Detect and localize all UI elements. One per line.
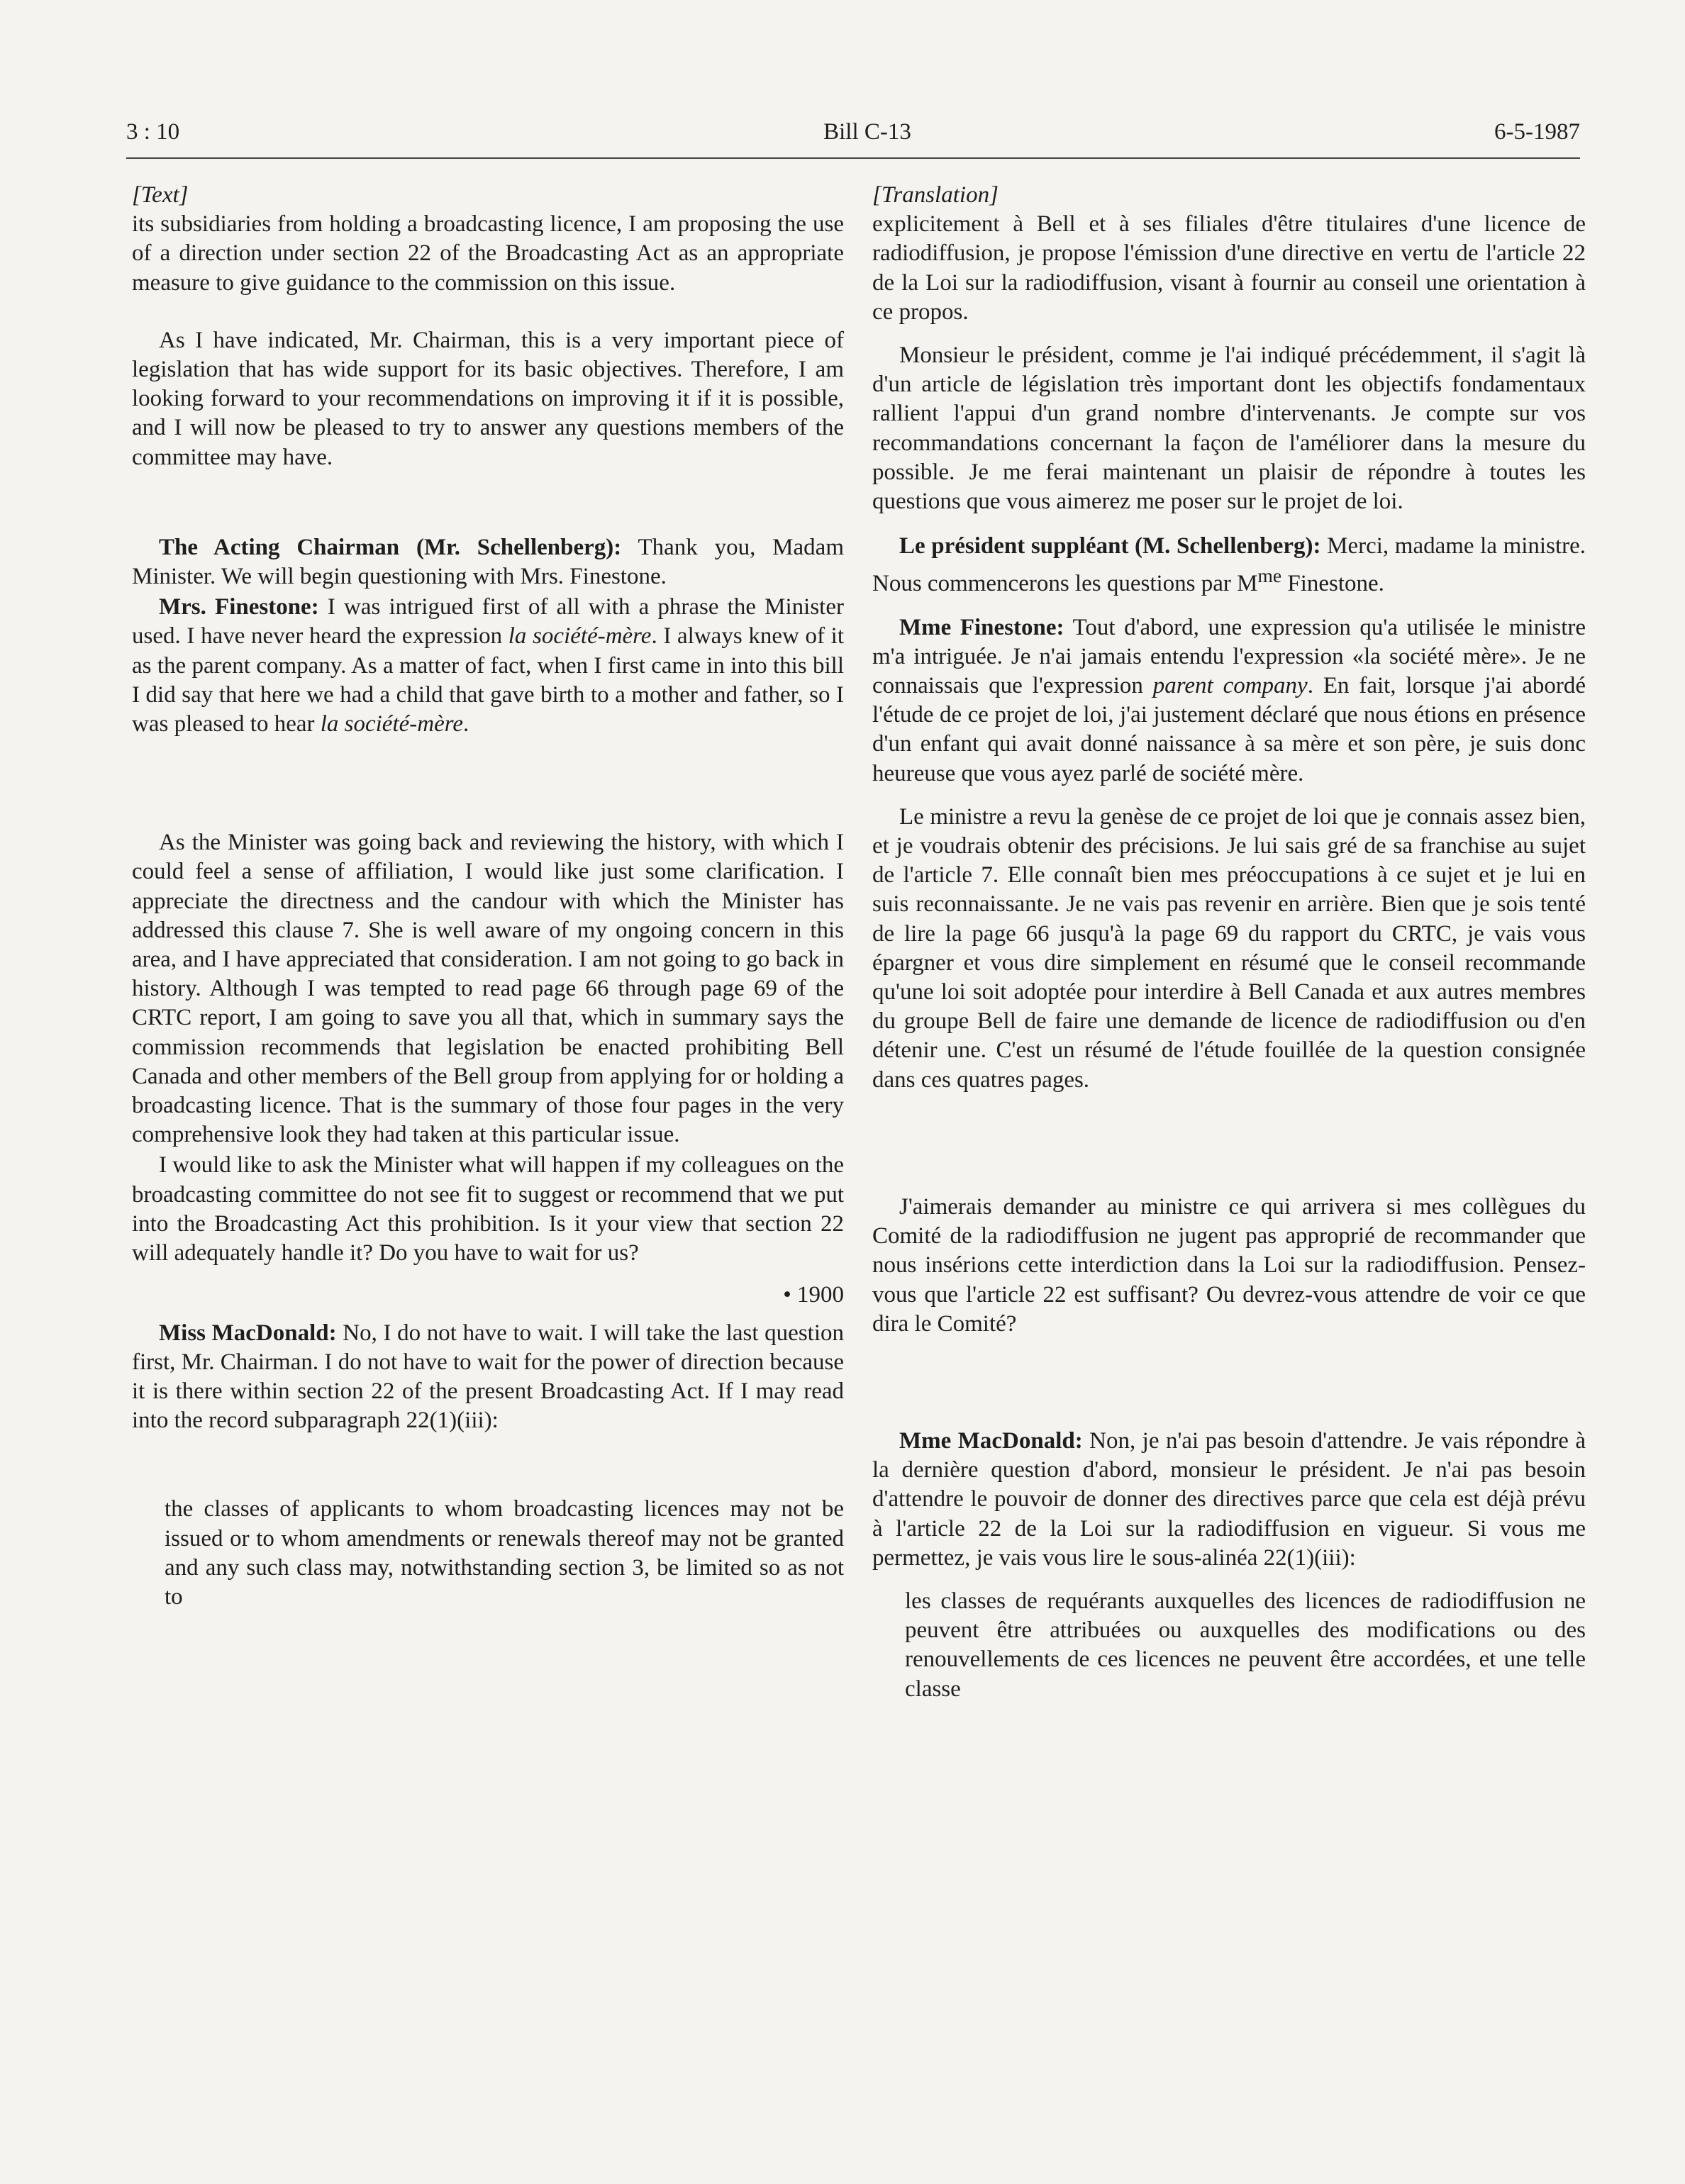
paragraph: I would like to ask the Minister what will happen if my colleagues on the broadcasting committee do not see fit to suggest or recommend that we put into the Broadcasting Act this prohibition. Is it your view that section 22 will adequately handle it? Do you have to wait for us? (132, 1152, 844, 1266)
paragraph (132, 533, 844, 591)
speaker-name: Mrs. Finestone: (159, 594, 319, 620)
french-column (872, 181, 1586, 1704)
quoted-passage: the classes of applicants to whom broadcasting licences may not be issued or to whom amendments or renewals thereof may not be granted and any such class may, notwithstanding section 3, be limited so as not to (165, 1496, 844, 1610)
speaker-name: Le président suppléant (M. Schellenberg): (899, 533, 1321, 559)
page-date: 6-5-1987 (1494, 119, 1580, 145)
paragraph (132, 593, 844, 739)
paragraph: J'aimerais demander au ministre ce qui arrivera si mes collègues du Comité de la radiodiffusion ne jugent pas approprié de recommander que nous insérions cette interdiction dans la Loi sur la radiodiffusion. Pensez-vous que l'article 22 est suffisant? Ou devrez-vous attendre de voir ce que dira le Comité? (872, 1193, 1586, 1337)
speech-text: Thank you, Madam Minister. We will begin questioning with Mrs. Finestone. (132, 534, 844, 590)
paragraph: its subsidiaries from holding a broadcasting licence, I am proposing the use of a direction under section 22 of the Broadcasting Act as an appropriate measure to give guidance to the commission on this issue. (132, 211, 844, 296)
paragraph (872, 613, 1586, 789)
speech-text: Tout d'abord, une expression qu'a utilisée le ministre m'a intriguée. Je n'ai jamais entendu l'expression «la société mère». Je ne connaissais que l'expression (872, 614, 1586, 699)
quoted-passage: les classes de requérants auxquelles des licences de radiodiffusion ne peuvent être attribuées ou auxquelles des modifications ou des renouvellements de ces licences ne peuvent être accordées, et une telle classe (905, 1588, 1586, 1702)
paragraph: As I have indicated, Mr. Chairman, this is a very important piece of legislation that has wide support for its basic objectives. Therefore, I am looking forward to your recommendations on improving it if it is possible, and I will now be pleased to try to answer any questions members of the committee may have. (132, 327, 844, 470)
speaker-name: Miss MacDonald: (159, 1320, 337, 1346)
text-tag: [Text] (132, 182, 189, 208)
page-number: 3 : 10 (126, 119, 180, 145)
paragraph: As the Minister was going back and reviewing the history, with which I could feel a sense of affiliation, I would like just some clarification. I appreciate the directness and the candour with which the Minister has addressed this clause 7. She is well aware of my ongoing concern in this area, and I have appreciated that consideration. I am not going to go back in history. Although I was tempted to read page 66 through page 69 of the CRTC report, I am going to save you all that, which in summary says the commission recommends that legislation be enacted prohibiting Bell Canada and other members of the Bell group from applying for or holding a broadcasting licence. That is the summary of those four pages in the very comprehensive look they had taken at this particular issue. (132, 830, 844, 1148)
emphasis: parent company (1152, 673, 1308, 699)
speech-text: I was intrigued first of all with a phrase the Minister used. I have never heard the expression (132, 594, 844, 650)
paragraph: Monsieur le président, comme je l'ai indiqué précédemment, il s'agit là d'un article de législation très important dont les objectifs fondamentaux rallient l'appui d'un grand nombre d'intervenants. Je compte sur vos recommandations concernant la façon de l'améliorer dans la mesure du possible. Je me ferai maintenant un plaisir de répondre à toutes les questions que vous aimerez me poser sur le projet de loi. (872, 342, 1586, 515)
speech-text: . I always knew of it as the parent company. As a matter of fact, when I first came in into this bill I did say that here we had a child that gave birth to a mother and father, so I was pleased to hear (132, 623, 844, 737)
paragraph: Le ministre a revu la genèse de ce projet de loi que je connais assez bien, et je voudrais obtenir des précisions. Je lui sais gré de sa franchise au sujet de l'article 7. Elle connaît bien mes préoccupations à ce sujet et je lui en suis reconnaissante. Je ne vais pas revenir en arrière. Bien que je sois tenté de lire la page 66 jusqu'à la page 69 du rapport du CRTC, je vais vous épargner et vous dire simplement en résumé que le conseil recommande qu'une loi soit adoptée pour interdire à Bell Canada et aux autres membres du groupe Bell de faire une demande de licence de radiodiffusion ou d'en détenir une. C'est un résumé de l'étude fouillée de la question consignée dans ces quatres pages. (872, 803, 1586, 1093)
speech-text: Non, je n'ai pas besoin d'attendre. Je vais répondre à la dernière question d'abord, monsieur le président. Je n'ai pas besoin d'attendre le pouvoir de donner des directives parce que cela est déjà prévu à l'article 22 de la Loi sur la radiodiffusion en vigueur. Si vous me permettez, je vais vous lire le sous-alinéa 22(1)(iii): (872, 1427, 1586, 1571)
time-marker: • 1900 (783, 1282, 844, 1308)
speech-text: . En fait, lorsque j'ai abordé l'étude de ce projet de loi, j'ai justement déclaré que nous étions en présence d'un enfant qui avait donné naissance à sa mère et son père, je suis donc heureuse que vous ayez parlé de société mère. (872, 673, 1586, 786)
bill-title: Bill C-13 (823, 119, 911, 145)
speaker-name: Mme MacDonald: (899, 1427, 1083, 1454)
speech-text: Merci, madame la ministre. Nous commencerons les questions par M (872, 533, 1586, 597)
speaker-name: The Acting Chairman (Mr. Schellenberg): (159, 534, 622, 560)
paragraph (132, 1319, 844, 1436)
speaker-name: Mme Finestone: (899, 614, 1064, 640)
speech-text: Finestone. (1281, 571, 1384, 597)
header-rule (126, 157, 1580, 159)
english-column (132, 181, 844, 1612)
emphasis: la société-mère (320, 711, 464, 737)
page-header (126, 119, 1580, 155)
translation-tag: [Translation] (872, 182, 999, 208)
paragraph: explicitement à Bell et à ses filiales d'être titulaires d'une licence de radiodiffusion, je propose l'émission d'une directive en vertu de l'article 22 de la Loi sur la radiodiffusion, visant à fournir au conseil une orientation à ce propos. (872, 211, 1586, 325)
speech-text: . (463, 711, 469, 737)
paragraph (872, 1427, 1586, 1573)
paragraph (872, 532, 1586, 598)
emphasis: la société-mère (508, 623, 652, 650)
superscript: me (1257, 564, 1282, 587)
speech-text: No, I do not have to wait. I will take the last question first, Mr. Chairman. I do not have to wait for the power of direction because it is there within section 22 of the present Broadcasting Act. If I may read into the record subparagraph 22(1)(iii): (132, 1320, 844, 1434)
